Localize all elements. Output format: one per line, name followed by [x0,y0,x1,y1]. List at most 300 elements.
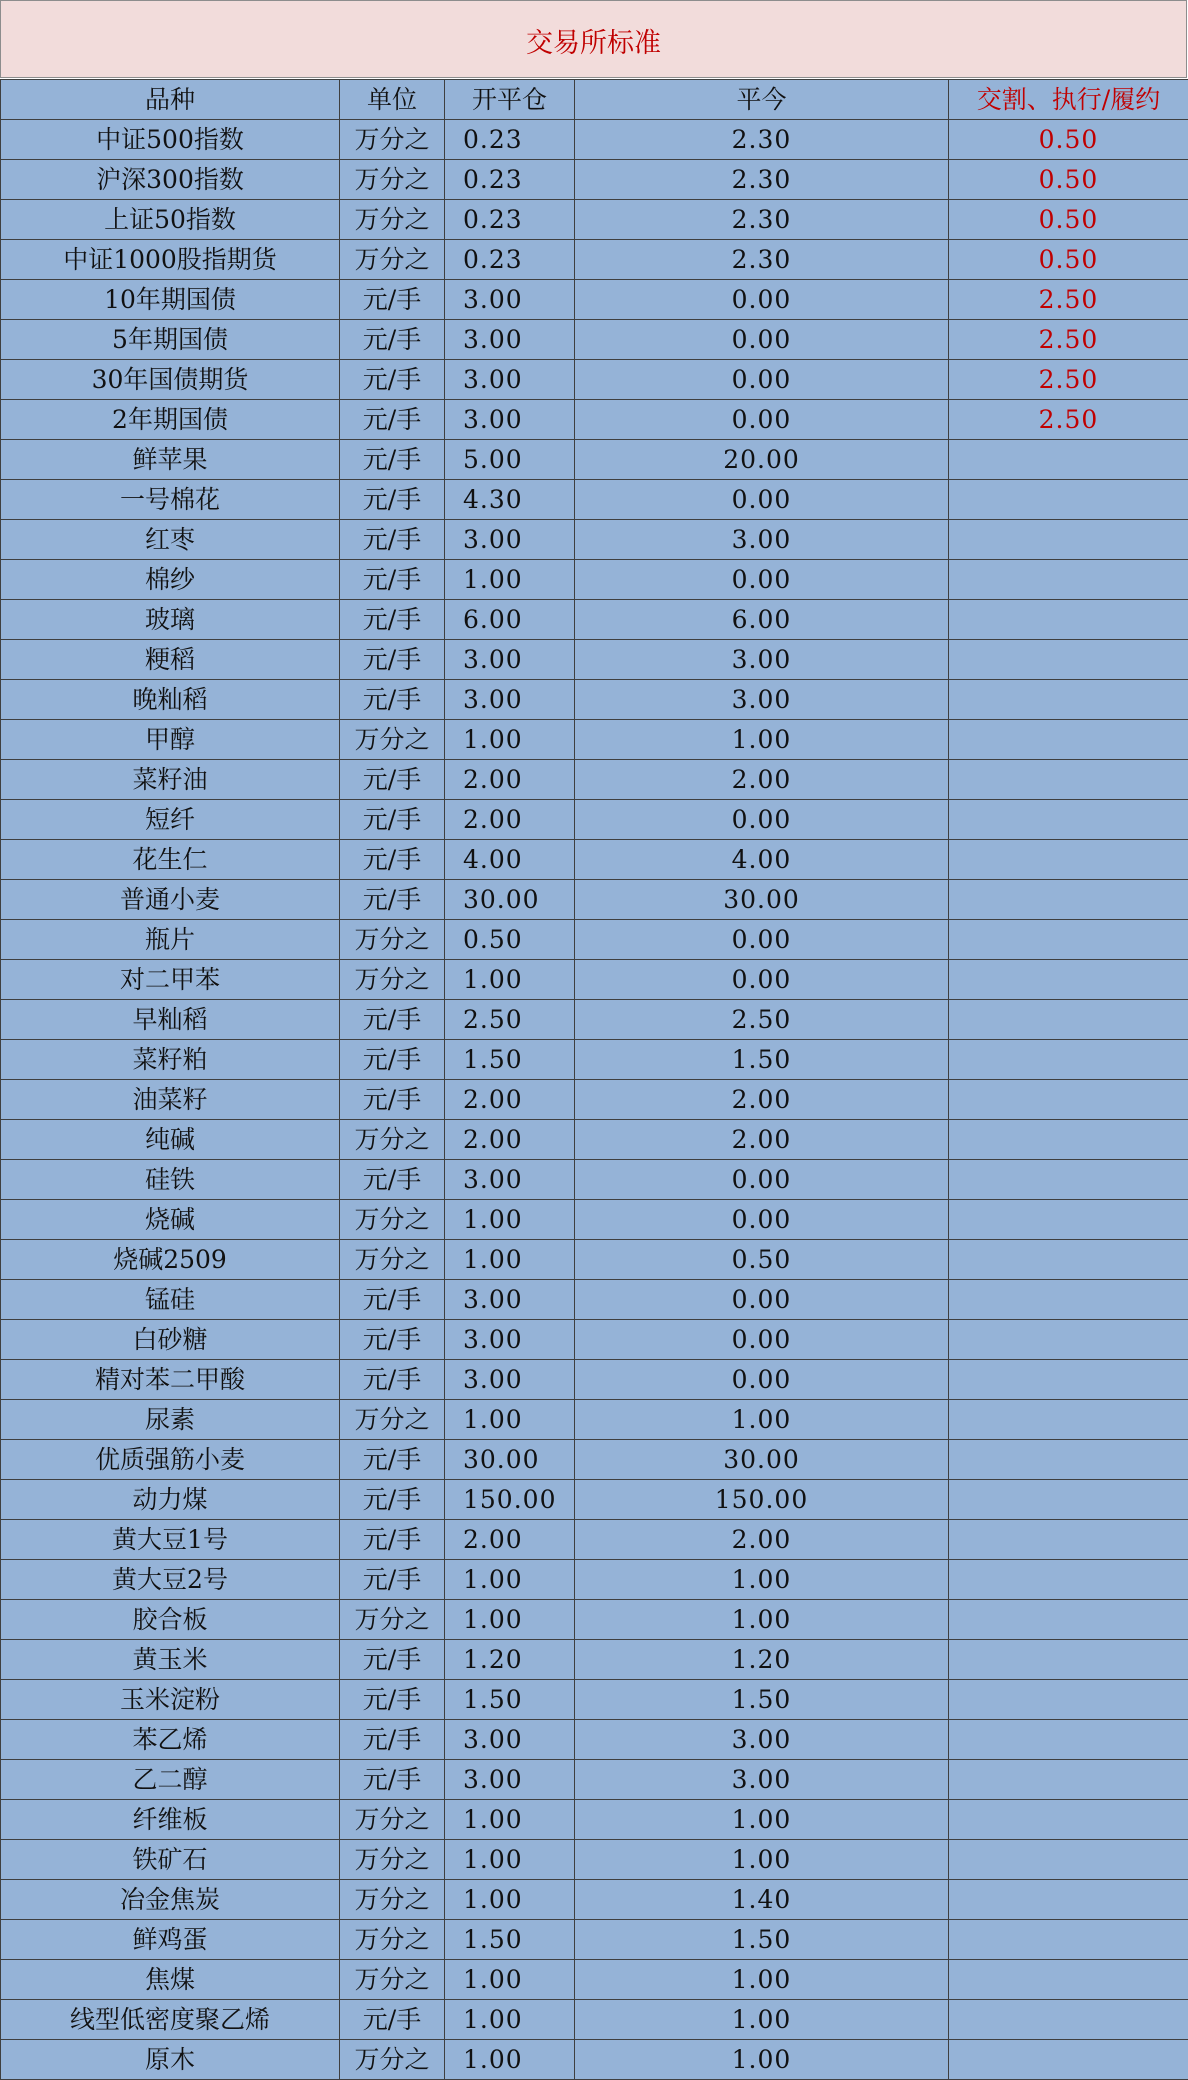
delivery-fee-cell [949,1880,1188,1920]
table-row [1,520,1188,560]
close-today-fee-cell: 2.00 [575,1080,949,1120]
close-today-fee-cell: 3.00 [575,680,949,720]
open-fee-cell: 3.00 [445,1720,575,1760]
delivery-fee-cell [949,480,1188,520]
variety-cell: 短纤 [1,800,340,840]
close-today-fee-cell: 0.00 [575,320,949,360]
delivery-fee-cell: 0.50 [949,160,1188,200]
unit-cell: 万分之 [340,720,445,760]
unit-cell: 万分之 [340,920,445,960]
open-fee-cell: 1.00 [445,2000,575,2040]
close-today-fee-cell: 0.00 [575,1200,949,1240]
close-today-fee-cell: 2.00 [575,1520,949,1560]
variety-cell: 瓶片 [1,920,340,960]
open-fee-cell: 3.00 [445,400,575,440]
unit-cell: 万分之 [340,1960,445,2000]
open-fee-cell: 1.00 [445,1840,575,1880]
open-fee-cell: 1.00 [445,1400,575,1440]
table-row [1,2040,1188,2080]
close-today-fee-cell: 0.00 [575,560,949,600]
close-today-fee-cell: 2.30 [575,120,949,160]
close-today-fee-cell: 3.00 [575,1760,949,1800]
close-today-fee-cell: 1.00 [575,1800,949,1840]
variety-cell: 早籼稻 [1,1000,340,1040]
delivery-fee-cell: 2.50 [949,320,1188,360]
open-fee-cell: 0.23 [445,240,575,280]
close-today-fee-cell: 2.30 [575,160,949,200]
variety-cell: 花生仁 [1,840,340,880]
variety-cell: 优质强筋小麦 [1,1440,340,1480]
table-row [1,1080,1188,1120]
variety-cell: 纯碱 [1,1120,340,1160]
close-today-fee-cell: 20.00 [575,440,949,480]
unit-cell: 元/手 [340,800,445,840]
table-row [1,880,1188,920]
table-row [1,1160,1188,1200]
variety-cell: 烧碱2509 [1,1240,340,1280]
open-fee-cell: 30.00 [445,1440,575,1480]
open-fee-cell: 1.50 [445,1920,575,1960]
open-fee-cell: 3.00 [445,640,575,680]
table-row [1,1360,1188,1400]
close-today-fee-cell: 1.00 [575,1960,949,2000]
variety-cell: 菜籽粕 [1,1040,340,1080]
delivery-fee-cell [949,1720,1188,1760]
open-fee-cell: 3.00 [445,320,575,360]
delivery-fee-cell [949,1840,1188,1880]
header-delivery: 交割、执行/履约 [949,80,1188,120]
unit-cell: 元/手 [340,1640,445,1680]
open-fee-cell: 0.23 [445,160,575,200]
open-fee-cell: 1.00 [445,2040,575,2080]
variety-cell: 硅铁 [1,1160,340,1200]
table-row [1,920,1188,960]
close-today-fee-cell: 30.00 [575,1440,949,1480]
table-row [1,760,1188,800]
delivery-fee-cell [949,2040,1188,2080]
delivery-fee-cell [949,1320,1188,1360]
delivery-fee-cell [949,1960,1188,2000]
delivery-fee-cell [949,800,1188,840]
open-fee-cell: 3.00 [445,1760,575,1800]
table-row [1,1040,1188,1080]
delivery-fee-cell: 0.50 [949,240,1188,280]
unit-cell: 万分之 [340,2040,445,2080]
unit-cell: 元/手 [340,520,445,560]
unit-cell: 元/手 [340,1040,445,1080]
variety-cell: 粳稻 [1,640,340,680]
delivery-fee-cell [949,1040,1188,1080]
variety-cell: 玻璃 [1,600,340,640]
header-open: 开平仓 [445,80,575,120]
variety-cell: 2年期国债 [1,400,340,440]
variety-cell: 胶合板 [1,1600,340,1640]
close-today-fee-cell: 1.50 [575,1040,949,1080]
unit-cell: 元/手 [340,1720,445,1760]
delivery-fee-cell [949,1000,1188,1040]
unit-cell: 万分之 [340,1600,445,1640]
unit-cell: 万分之 [340,1240,445,1280]
unit-cell: 元/手 [340,280,445,320]
variety-cell: 焦煤 [1,1960,340,2000]
unit-cell: 元/手 [340,1760,445,1800]
header-row [1,80,1188,120]
delivery-fee-cell [949,840,1188,880]
unit-cell: 元/手 [340,840,445,880]
unit-cell: 万分之 [340,1920,445,1960]
variety-cell: 上证50指数 [1,200,340,240]
open-fee-cell: 1.20 [445,1640,575,1680]
unit-cell: 元/手 [340,1160,445,1200]
delivery-fee-cell [949,1480,1188,1520]
open-fee-cell: 1.00 [445,1240,575,1280]
table-row [1,1800,1188,1840]
unit-cell: 元/手 [340,2000,445,2040]
unit-cell: 元/手 [340,1520,445,1560]
close-today-fee-cell: 6.00 [575,600,949,640]
open-fee-cell: 2.00 [445,800,575,840]
delivery-fee-cell [949,1520,1188,1560]
variety-cell: 白砂糖 [1,1320,340,1360]
close-today-fee-cell: 0.50 [575,1240,949,1280]
delivery-fee-cell [949,1240,1188,1280]
variety-cell: 10年期国债 [1,280,340,320]
open-fee-cell: 3.00 [445,520,575,560]
delivery-fee-cell [949,1080,1188,1120]
table-row [1,320,1188,360]
variety-cell: 黄大豆1号 [1,1520,340,1560]
table-row [1,1840,1188,1880]
unit-cell: 万分之 [340,1400,445,1440]
table-row [1,1120,1188,1160]
variety-cell: 精对苯二甲酸 [1,1360,340,1400]
open-fee-cell: 3.00 [445,280,575,320]
delivery-fee-cell [949,1800,1188,1840]
table-row [1,1720,1188,1760]
unit-cell: 万分之 [340,200,445,240]
open-fee-cell: 6.00 [445,600,575,640]
open-fee-cell: 1.00 [445,1560,575,1600]
close-today-fee-cell: 0.00 [575,1320,949,1360]
table-row [1,400,1188,440]
variety-cell: 甲醇 [1,720,340,760]
delivery-fee-cell [949,1440,1188,1480]
open-fee-cell: 1.00 [445,560,575,600]
variety-cell: 5年期国债 [1,320,340,360]
table-row [1,360,1188,400]
close-today-fee-cell: 3.00 [575,520,949,560]
delivery-fee-cell [949,920,1188,960]
variety-cell: 油菜籽 [1,1080,340,1120]
delivery-fee-cell [949,1760,1188,1800]
table-row [1,840,1188,880]
close-today-fee-cell: 1.40 [575,1880,949,1920]
delivery-fee-cell [949,1600,1188,1640]
close-today-fee-cell: 0.00 [575,360,949,400]
close-today-fee-cell: 1.00 [575,720,949,760]
delivery-fee-cell [949,760,1188,800]
table-row [1,560,1188,600]
variety-cell: 锰硅 [1,1280,340,1320]
close-today-fee-cell: 1.00 [575,1400,949,1440]
close-today-fee-cell: 1.20 [575,1640,949,1680]
variety-cell: 普通小麦 [1,880,340,920]
table-row [1,1000,1188,1040]
open-fee-cell: 0.50 [445,920,575,960]
variety-cell: 鲜鸡蛋 [1,1920,340,1960]
close-today-fee-cell: 0.00 [575,960,949,1000]
table-row [1,680,1188,720]
variety-cell: 黄大豆2号 [1,1560,340,1600]
delivery-fee-cell: 2.50 [949,280,1188,320]
open-fee-cell: 1.00 [445,1800,575,1840]
delivery-fee-cell [949,600,1188,640]
table-row [1,1920,1188,1960]
unit-cell: 元/手 [340,880,445,920]
header-close-today: 平今 [575,80,949,120]
table-row [1,600,1188,640]
table-row [1,960,1188,1000]
header-unit: 单位 [340,80,445,120]
unit-cell: 元/手 [340,1000,445,1040]
variety-cell: 铁矿石 [1,1840,340,1880]
unit-cell: 元/手 [340,1280,445,1320]
table-row [1,440,1188,480]
open-fee-cell: 3.00 [445,1280,575,1320]
variety-cell: 烧碱 [1,1200,340,1240]
open-fee-cell: 2.00 [445,1080,575,1120]
table-row [1,2000,1188,2040]
variety-cell: 线型低密度聚乙烯 [1,2000,340,2040]
delivery-fee-cell [949,680,1188,720]
open-fee-cell: 3.00 [445,1320,575,1360]
table-row [1,280,1188,320]
open-fee-cell: 1.00 [445,1200,575,1240]
close-today-fee-cell: 0.00 [575,1360,949,1400]
table-row [1,640,1188,680]
open-fee-cell: 0.23 [445,200,575,240]
table-row [1,1600,1188,1640]
table-row [1,1560,1188,1600]
close-today-fee-cell: 0.00 [575,1280,949,1320]
unit-cell: 元/手 [340,560,445,600]
delivery-fee-cell [949,1680,1188,1720]
close-today-fee-cell: 1.00 [575,1560,949,1600]
open-fee-cell: 1.00 [445,960,575,1000]
delivery-fee-cell: 0.50 [949,200,1188,240]
delivery-fee-cell [949,1560,1188,1600]
close-today-fee-cell: 2.30 [575,200,949,240]
table-row [1,720,1188,760]
close-today-fee-cell: 1.00 [575,1840,949,1880]
unit-cell: 万分之 [340,120,445,160]
header-variety: 品种 [1,80,340,120]
open-fee-cell: 1.50 [445,1680,575,1720]
open-fee-cell: 5.00 [445,440,575,480]
variety-cell: 鲜苹果 [1,440,340,480]
open-fee-cell: 1.00 [445,1600,575,1640]
open-fee-cell: 1.00 [445,1960,575,2000]
unit-cell: 万分之 [340,1200,445,1240]
delivery-fee-cell [949,520,1188,560]
delivery-fee-cell [949,1400,1188,1440]
close-today-fee-cell: 30.00 [575,880,949,920]
close-today-fee-cell: 150.00 [575,1480,949,1520]
delivery-fee-cell [949,880,1188,920]
delivery-fee-cell [949,1160,1188,1200]
variety-cell: 原木 [1,2040,340,2080]
close-today-fee-cell: 2.00 [575,1120,949,1160]
table-row [1,480,1188,520]
close-today-fee-cell: 0.00 [575,1160,949,1200]
table-row [1,1680,1188,1720]
open-fee-cell: 30.00 [445,880,575,920]
variety-cell: 棉纱 [1,560,340,600]
unit-cell: 元/手 [340,400,445,440]
close-today-fee-cell: 0.00 [575,400,949,440]
variety-cell: 动力煤 [1,1480,340,1520]
table-row [1,1480,1188,1520]
unit-cell: 万分之 [340,240,445,280]
close-today-fee-cell: 1.00 [575,1600,949,1640]
table-row [1,1280,1188,1320]
unit-cell: 元/手 [340,760,445,800]
close-today-fee-cell: 0.00 [575,480,949,520]
open-fee-cell: 3.00 [445,1160,575,1200]
close-today-fee-cell: 3.00 [575,1720,949,1760]
table-row [1,1520,1188,1560]
close-today-fee-cell: 2.30 [575,240,949,280]
delivery-fee-cell [949,560,1188,600]
open-fee-cell: 3.00 [445,360,575,400]
open-fee-cell: 150.00 [445,1480,575,1520]
open-fee-cell: 3.00 [445,1360,575,1400]
open-fee-cell: 4.00 [445,840,575,880]
variety-cell: 30年国债期货 [1,360,340,400]
unit-cell: 元/手 [340,1560,445,1600]
unit-cell: 元/手 [340,600,445,640]
unit-cell: 元/手 [340,1080,445,1120]
close-today-fee-cell: 0.00 [575,920,949,960]
table-row [1,1440,1188,1480]
close-today-fee-cell: 1.50 [575,1680,949,1720]
unit-cell: 万分之 [340,1800,445,1840]
variety-cell: 中证500指数 [1,120,340,160]
close-today-fee-cell: 3.00 [575,640,949,680]
table-row [1,160,1188,200]
open-fee-cell: 2.00 [445,1520,575,1560]
delivery-fee-cell [949,1920,1188,1960]
open-fee-cell: 1.50 [445,1040,575,1080]
table-row [1,1880,1188,1920]
table-body [1,120,1188,2080]
sheet-title: 交易所标准 [0,0,1187,78]
unit-cell: 元/手 [340,480,445,520]
open-fee-cell: 0.23 [445,120,575,160]
table-row [1,200,1188,240]
unit-cell: 元/手 [340,1480,445,1520]
unit-cell: 元/手 [340,1320,445,1360]
open-fee-cell: 2.50 [445,1000,575,1040]
unit-cell: 元/手 [340,1680,445,1720]
unit-cell: 元/手 [340,440,445,480]
unit-cell: 元/手 [340,1360,445,1400]
delivery-fee-cell [949,1360,1188,1400]
variety-cell: 玉米淀粉 [1,1680,340,1720]
variety-cell: 纤维板 [1,1800,340,1840]
unit-cell: 万分之 [340,1840,445,1880]
unit-cell: 万分之 [340,160,445,200]
close-today-fee-cell: 4.00 [575,840,949,880]
table-row [1,1200,1188,1240]
open-fee-cell: 2.00 [445,1120,575,1160]
open-fee-cell: 1.00 [445,1880,575,1920]
table-row [1,1960,1188,2000]
variety-cell: 沪深300指数 [1,160,340,200]
close-today-fee-cell: 2.00 [575,760,949,800]
variety-cell: 苯乙烯 [1,1720,340,1760]
delivery-fee-cell: 2.50 [949,400,1188,440]
delivery-fee-cell [949,1640,1188,1680]
close-today-fee-cell: 0.00 [575,800,949,840]
unit-cell: 元/手 [340,680,445,720]
variety-cell: 菜籽油 [1,760,340,800]
table-row [1,800,1188,840]
fee-table [0,79,1188,2080]
variety-cell: 中证1000股指期货 [1,240,340,280]
delivery-fee-cell [949,960,1188,1000]
variety-cell: 乙二醇 [1,1760,340,1800]
table-row [1,1240,1188,1280]
variety-cell: 冶金焦炭 [1,1880,340,1920]
open-fee-cell: 2.00 [445,760,575,800]
table-row [1,120,1188,160]
delivery-fee-cell [949,440,1188,480]
variety-cell: 对二甲苯 [1,960,340,1000]
table-row [1,1400,1188,1440]
variety-cell: 黄玉米 [1,1640,340,1680]
delivery-fee-cell [949,1280,1188,1320]
delivery-fee-cell [949,2000,1188,2040]
delivery-fee-cell [949,640,1188,680]
unit-cell: 元/手 [340,320,445,360]
delivery-fee-cell: 2.50 [949,360,1188,400]
open-fee-cell: 4.30 [445,480,575,520]
close-today-fee-cell: 1.00 [575,2000,949,2040]
delivery-fee-cell [949,1200,1188,1240]
delivery-fee-cell [949,720,1188,760]
open-fee-cell: 3.00 [445,680,575,720]
table-row [1,1320,1188,1360]
close-today-fee-cell: 1.50 [575,1920,949,1960]
variety-cell: 尿素 [1,1400,340,1440]
close-today-fee-cell: 0.00 [575,280,949,320]
unit-cell: 元/手 [340,640,445,680]
variety-cell: 一号棉花 [1,480,340,520]
table-row [1,1760,1188,1800]
unit-cell: 万分之 [340,1880,445,1920]
unit-cell: 万分之 [340,960,445,1000]
delivery-fee-cell: 0.50 [949,120,1188,160]
table-row [1,240,1188,280]
variety-cell: 红枣 [1,520,340,560]
close-today-fee-cell: 2.50 [575,1000,949,1040]
variety-cell: 晚籼稻 [1,680,340,720]
unit-cell: 万分之 [340,1120,445,1160]
table-row [1,1640,1188,1680]
unit-cell: 元/手 [340,360,445,400]
unit-cell: 元/手 [340,1440,445,1480]
